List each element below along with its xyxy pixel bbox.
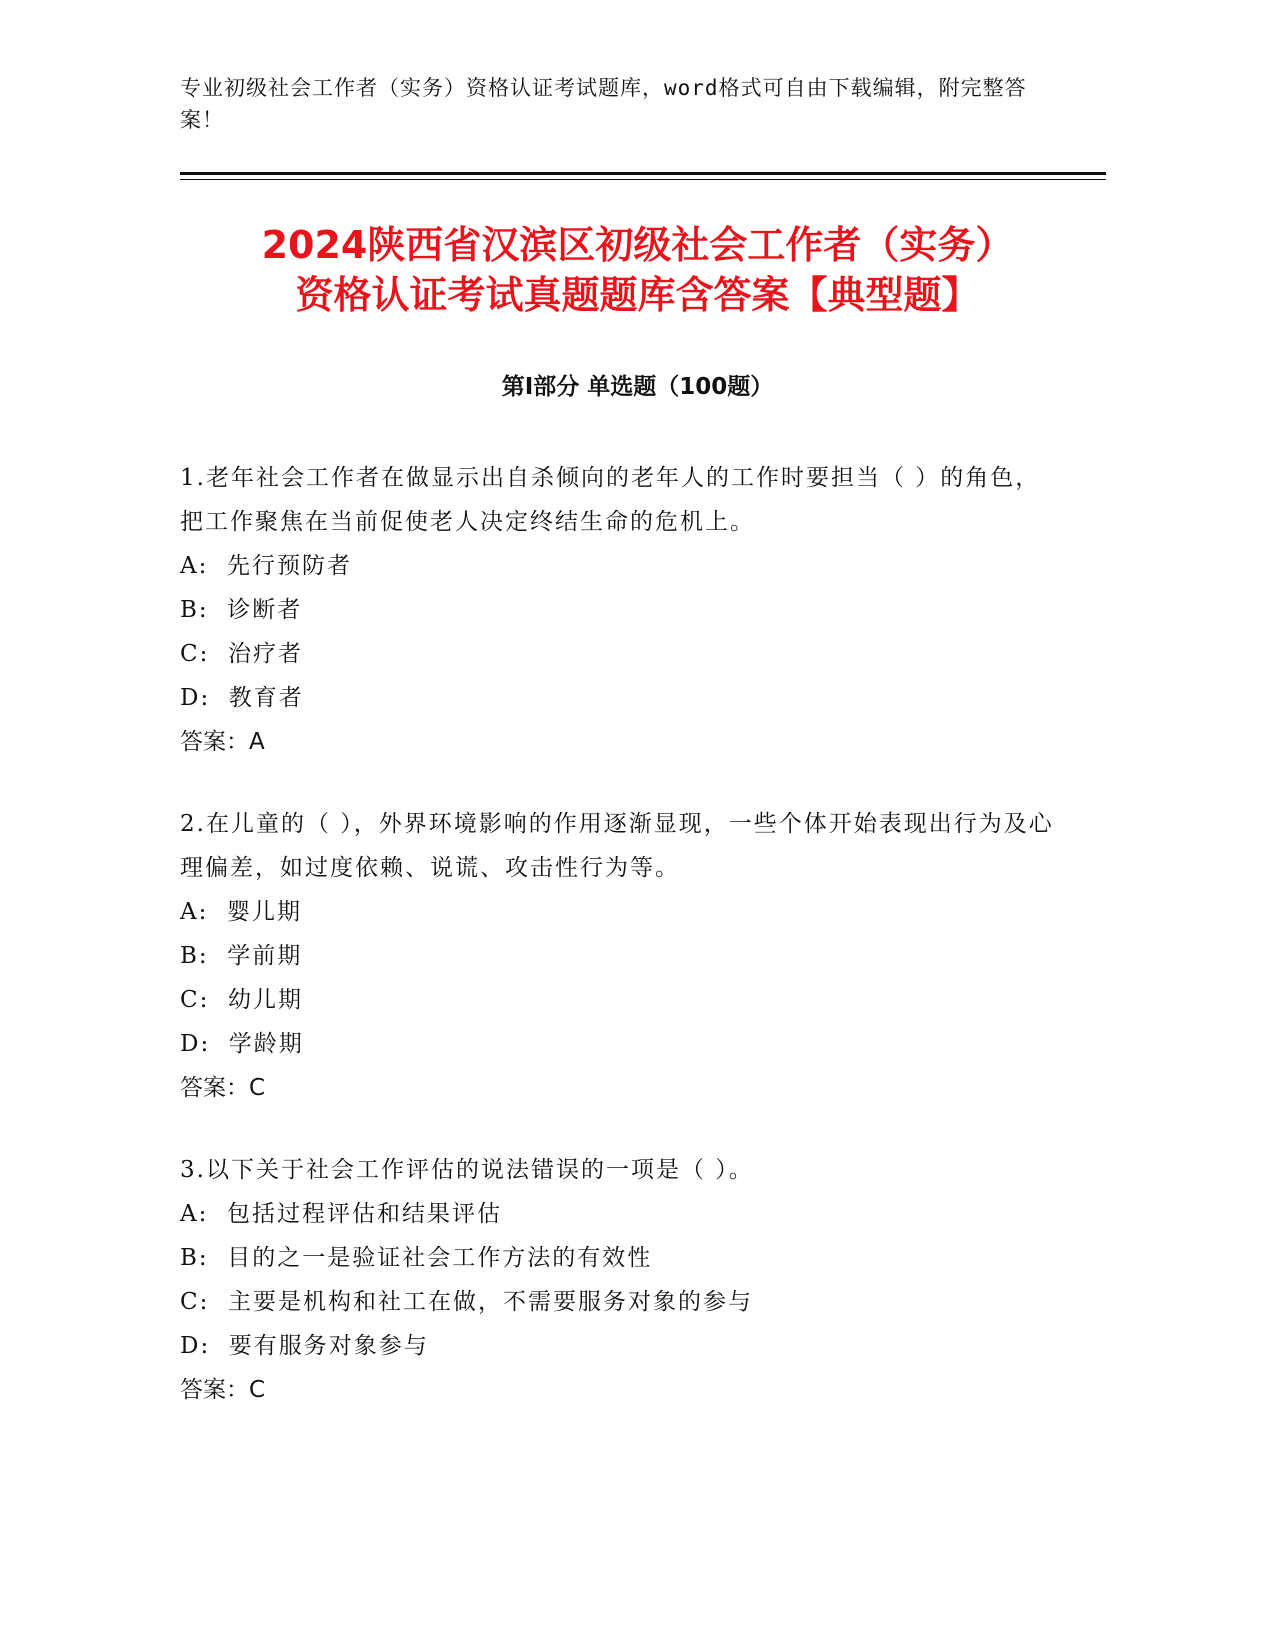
answer: 答案：A (180, 729, 265, 755)
question-2 (180, 802, 1060, 1110)
option-d: D: 学龄期 (180, 1031, 304, 1057)
option-d: D: 要有服务对象参与 (180, 1333, 429, 1359)
question-1 (180, 456, 1060, 764)
document-title (150, 220, 1125, 320)
option-a: A: 婴儿期 (180, 899, 302, 925)
answer: 答案：C (180, 1075, 266, 1101)
title-line-1: 2024陕西省汉滨区初级社会工作者（实务） (261, 223, 1014, 267)
title-line-2: 资格认证考试真题题库含答案【典型题】 (295, 273, 980, 317)
option-b: B: 诊断者 (180, 597, 303, 623)
question-3 (180, 1148, 1060, 1412)
option-c: C: 幼儿期 (180, 987, 303, 1013)
option-c: C: 治疗者 (180, 641, 303, 667)
option-a: A: 包括过程评估和结果评估 (180, 1201, 502, 1227)
section-heading: 第Ⅰ部分 单选题（100题） (501, 374, 774, 400)
option-b: B: 目的之一是验证社会工作方法的有效性 (180, 1245, 653, 1271)
header-divider-thick (180, 172, 1106, 175)
option-a: A: 先行预防者 (180, 553, 352, 579)
header-divider-thin (180, 179, 1106, 180)
option-c: C: 主要是机构和社工在做，不需要服务对象的参与 (180, 1289, 753, 1315)
answer: 答案：C (180, 1377, 266, 1403)
option-d: D: 教育者 (180, 685, 304, 711)
question-list (180, 456, 1060, 1450)
question-text: 1.老年社会工作者在做显示出自杀倾向的老年人的工作时要担当（ ）的角色，把工作聚焦在当前促使老人决定终结生命的危机上。 (180, 465, 1041, 535)
question-text: 3.以下关于社会工作评估的说法错误的一项是（ ）。 (180, 1157, 754, 1183)
header-note: 专业初级社会工作者（实务）资格认证考试题库，word格式可自由下载编辑，附完整答案！ (180, 76, 1027, 132)
option-b: B: 学前期 (180, 943, 303, 969)
question-text: 2.在儿童的（ ），外界环境影响的作用逐渐显现，一些个体开始表现出行为及心理偏差，如过度依赖、说谎、攻击性行为等。 (180, 811, 1054, 881)
